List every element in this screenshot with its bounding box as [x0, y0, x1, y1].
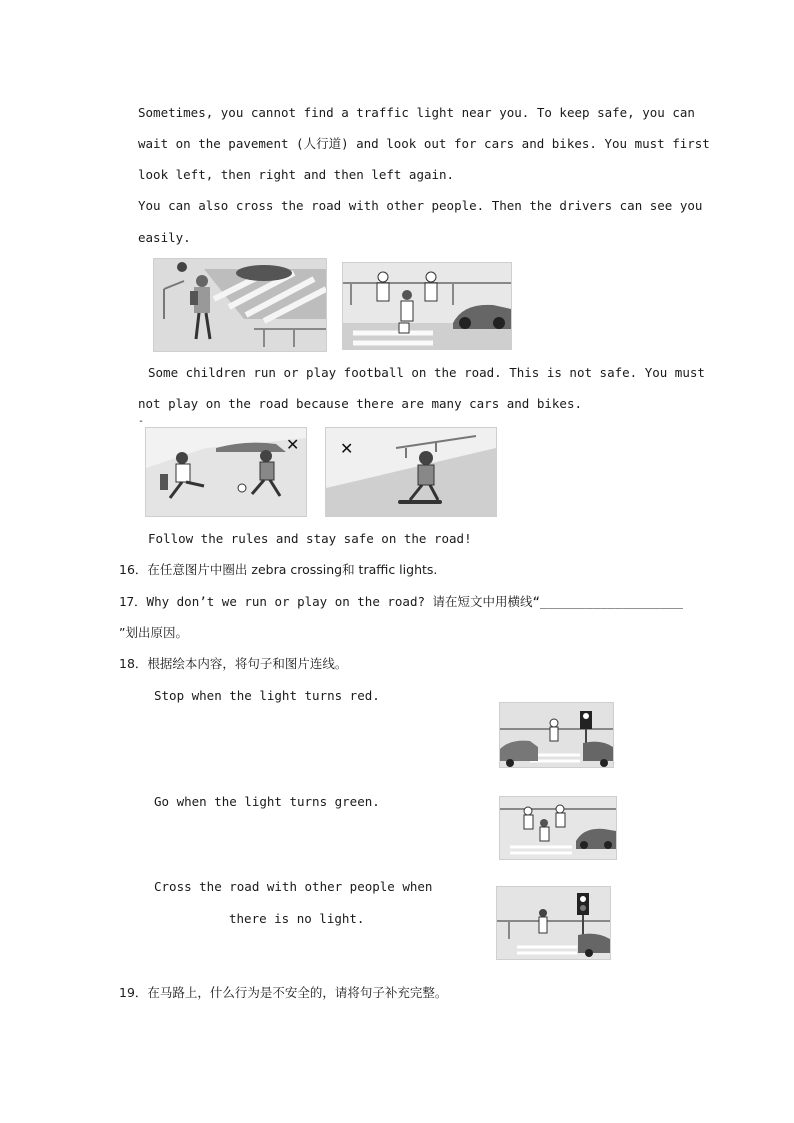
question-18: 18．根据绘本内容，将句子和图片连线。 [119, 656, 348, 671]
passage-line-9: Follow the rules and stay safe on the road! [148, 531, 472, 546]
x-mark-1: ✕ [286, 435, 300, 454]
football-on-road-image [145, 427, 307, 517]
children-crossing-image [342, 262, 512, 350]
match-image-no-light[interactable] [496, 886, 611, 960]
match-image-red-light[interactable] [499, 702, 614, 768]
question-17-line-1: 17．Why don’t we run or play on the road? 请在短文中用横线“___________________ [119, 594, 684, 609]
passage-line-5: easily. [138, 230, 191, 245]
question-16: 16．在任意图片中圈出 zebra crossing和 traffic lights. [119, 562, 438, 577]
passage-line-7: not play on the road because there are many cars and bikes. [138, 396, 583, 411]
passage-line-6: Some children run or play football on the road. This is not safe. You must [148, 365, 705, 380]
x-mark-2: ✕ [340, 439, 354, 458]
match-image-green-light[interactable] [499, 796, 617, 860]
match-sentence-2: Go when the light turns green. [154, 794, 380, 809]
zebra-crossing-image [153, 258, 327, 352]
match-sentence-3-line-1: Cross the road with other people when [154, 879, 433, 894]
passage-line-2: wait on the pavement (人行道) and look out for cars and bikes. You must first [138, 136, 710, 151]
match-sentence-3-line-2: there is no light. [229, 911, 365, 926]
question-19: 19．在马路上，什么行为是不安全的，请将句子补充完整。 [119, 985, 448, 1000]
stray-mark: - [138, 416, 145, 427]
passage-line-3: look left, then right and then left again. [138, 167, 455, 182]
passage-line-1: Sometimes, you cannot find a traffic light near you. To keep safe, you can [138, 105, 695, 120]
question-17-line-2: ”划出原因。 [119, 625, 188, 640]
skateboard-on-road-image [325, 427, 497, 517]
passage-line-4: You can also cross the road with other people. Then the drivers can see you [138, 198, 703, 213]
match-sentence-1: Stop when the light turns red. [154, 688, 380, 703]
